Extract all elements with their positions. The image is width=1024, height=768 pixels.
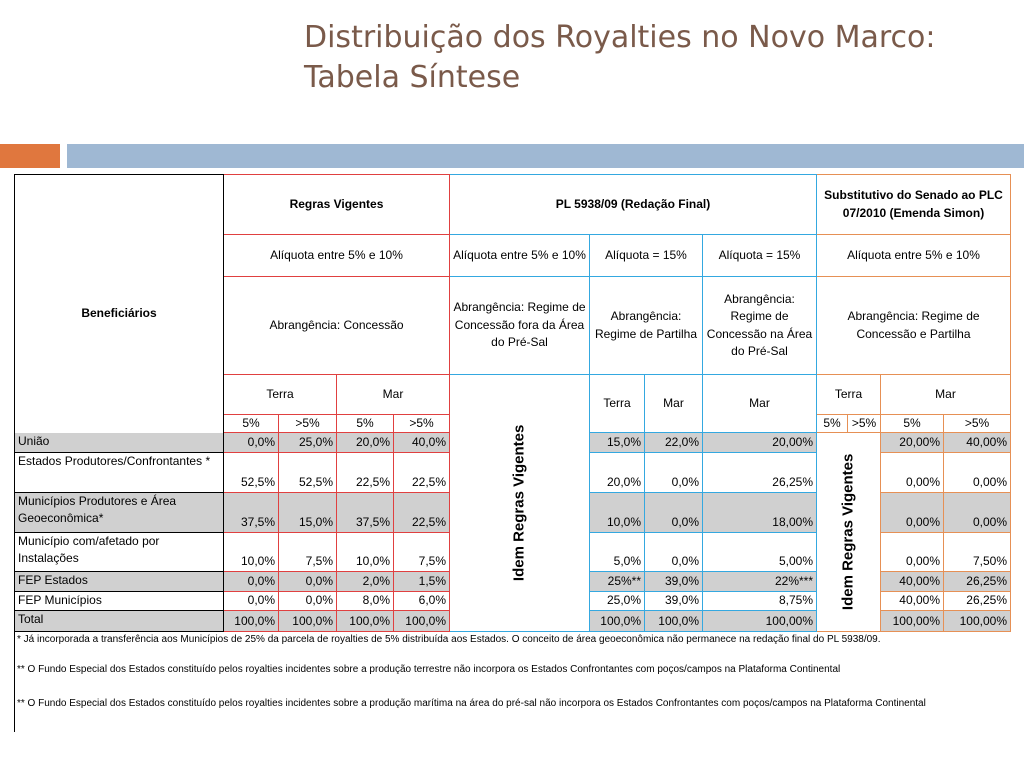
row-value: 15,0%	[590, 433, 645, 453]
slide-title	[304, 18, 1004, 98]
row-value: 18,00%	[703, 493, 817, 533]
row-value: 10,0%	[337, 533, 394, 572]
sub-terra-pct5: 5%	[817, 415, 848, 433]
row-value: 40,00%	[944, 433, 1011, 453]
row-value: 2,0%	[337, 572, 394, 592]
slide-title-line-2: Tabela Síntese	[304, 60, 521, 95]
row-value: 1,5%	[394, 572, 450, 592]
row-value: 0,0%	[279, 592, 337, 611]
row-value: 25%**	[590, 572, 645, 592]
row-value: 25,0%	[590, 592, 645, 611]
row-label: FEP Estados	[14, 572, 224, 592]
pl-concessao-idem-text: Idem Regras Vigentes	[510, 424, 528, 582]
row-value: 20,00%	[703, 433, 817, 453]
row-value: 22,5%	[394, 493, 450, 533]
row-value: 7,5%	[279, 533, 337, 572]
substitutivo-terra-idem	[817, 433, 881, 632]
row-value: 5,0%	[590, 533, 645, 572]
row-value: 0,0%	[224, 592, 279, 611]
row-label: Município com/afetado por Instalações	[14, 533, 224, 572]
sub-mar-pct_gt5: >5%	[944, 415, 1011, 433]
row-label: Municípios Produtores e Área Geoeconômica*	[14, 493, 224, 533]
row-value: 100,0%	[279, 611, 337, 632]
aliquota-pl-presal: Alíquota = 15%	[703, 235, 817, 277]
pl-mar-header: Mar	[645, 375, 703, 433]
footnotes	[14, 632, 1011, 732]
row-value: 0,0%	[279, 572, 337, 592]
row-value: 10,0%	[224, 533, 279, 572]
rv-mar-header: Mar	[337, 375, 450, 415]
row-value: 8,0%	[337, 592, 394, 611]
row-value: 0,00%	[944, 493, 1011, 533]
row-value: 22,0%	[645, 433, 703, 453]
footnote-3: ** O Fundo Especial dos Estados constituído pelos royalties incidentes sobre a produção marítima na área do pré-sal não incorpora os Estados Confrontantes com poços/campos na Plataforma Continental	[17, 698, 926, 709]
rv-mar-pct5: 5%	[337, 415, 394, 433]
group-substitutivo: Substitutivo do Senado ao PLC 07/2010 (Emenda Simon)	[817, 174, 1011, 235]
accent-bar-blue	[67, 144, 1024, 168]
abrangencia-rv: Abrangência: Concessão	[224, 277, 450, 375]
row-value: 100,00%	[944, 611, 1011, 632]
row-value: 0,00%	[881, 453, 944, 493]
row-label: Estados Produtores/Confrontantes *	[14, 453, 224, 493]
sub-mar-pct5: 5%	[881, 415, 944, 433]
abrangencia-pl-partilha: Abrangência: Regime de Partilha	[590, 277, 703, 375]
row-value: 52,5%	[279, 453, 337, 493]
row-value: 0,0%	[224, 433, 279, 453]
row-value: 7,5%	[394, 533, 450, 572]
substitutivo-terra-idem-text: Idem Regras Vigentes	[839, 453, 857, 611]
row-label: Total	[14, 611, 224, 632]
row-value: 37,5%	[337, 493, 394, 533]
row-value: 15,0%	[279, 493, 337, 533]
pl-presal-mar-header: Mar	[703, 375, 817, 433]
row-value: 20,0%	[590, 453, 645, 493]
row-label: União	[14, 433, 224, 453]
abrangencia-pl-presal: Abrangência: Regime de Concessão na Área do Pré-Sal	[703, 277, 817, 375]
row-value: 40,0%	[394, 433, 450, 453]
sub-mar-header: Mar	[881, 375, 1011, 415]
group-pl-5938: PL 5938/09 (Redação Final)	[450, 174, 817, 235]
row-value: 10,0%	[590, 493, 645, 533]
row-value: 100,0%	[337, 611, 394, 632]
accent-bar-orange	[0, 144, 60, 168]
row-value: 37,5%	[224, 493, 279, 533]
row-value: 0,0%	[645, 533, 703, 572]
row-value: 0,0%	[645, 493, 703, 533]
row-value: 0,00%	[881, 533, 944, 572]
row-value: 0,0%	[645, 453, 703, 493]
abrangencia-substitutivo: Abrangência: Regime de Concessão e Partilha	[817, 277, 1011, 375]
row-value: 8,75%	[703, 592, 817, 611]
footnote-2: ** O Fundo Especial dos Estados constituído pelos royalties incidentes sobre a produção terrestre não incorpora os Estados Confrontantes com poços/campos na Plataforma Continental	[17, 664, 841, 675]
aliquota-pl-concessao: Alíquota entre 5% e 10%	[450, 235, 590, 277]
row-value: 100,0%	[590, 611, 645, 632]
rv-terra-pct5: 5%	[224, 415, 279, 433]
slide-title-line-1: Distribuição dos Royalties no Novo Marco:	[304, 20, 936, 55]
row-value: 100,0%	[394, 611, 450, 632]
row-value: 26,25%	[944, 592, 1011, 611]
pl-terra-header: Terra	[590, 375, 645, 433]
row-value: 39,0%	[645, 592, 703, 611]
row-value: 40,00%	[881, 592, 944, 611]
row-value: 20,0%	[337, 433, 394, 453]
royalties-table	[14, 174, 1011, 632]
row-value: 25,0%	[279, 433, 337, 453]
row-value: 39,0%	[645, 572, 703, 592]
group-regras-vigentes: Regras Vigentes	[224, 174, 450, 235]
row-value: 40,00%	[881, 572, 944, 592]
rv-terra-header: Terra	[224, 375, 337, 415]
row-value: 100,00%	[703, 611, 817, 632]
row-value: 0,00%	[944, 453, 1011, 493]
aliquota-rv: Alíquota entre 5% e 10%	[224, 235, 450, 277]
aliquota-pl-partilha: Alíquota = 15%	[590, 235, 703, 277]
beneficiarios-header: Beneficiários	[14, 174, 224, 453]
pl-concessao-idem	[450, 375, 590, 632]
rv-mar-pct_gt5: >5%	[394, 415, 450, 433]
row-value: 100,0%	[224, 611, 279, 632]
sub-terra-header: Terra	[817, 375, 881, 415]
row-value: 26,25%	[703, 453, 817, 493]
row-value: 22,5%	[394, 453, 450, 493]
row-value: 52,5%	[224, 453, 279, 493]
footnote-1: * Já incorporada a transferência aos Municípios de 25% da parcela de royalties de 5% distribuída aos Estados. O conceito de área geoeconômica não permanece na redação final do PL 5938/09.	[17, 634, 881, 645]
row-label: FEP Municípios	[14, 592, 224, 611]
sub-terra-pct_gt5: >5%	[848, 415, 881, 433]
row-value: 0,00%	[881, 493, 944, 533]
row-value: 22,5%	[337, 453, 394, 493]
row-value: 6,0%	[394, 592, 450, 611]
aliquota-substitutivo: Alíquota entre 5% e 10%	[817, 235, 1011, 277]
row-value: 22%***	[703, 572, 817, 592]
row-value: 0,0%	[224, 572, 279, 592]
row-value: 7,50%	[944, 533, 1011, 572]
row-value: 26,25%	[944, 572, 1011, 592]
row-value: 100,0%	[645, 611, 703, 632]
row-value: 20,00%	[881, 433, 944, 453]
row-value: 5,00%	[703, 533, 817, 572]
abrangencia-pl-concessao: Abrangência: Regime de Concessão fora da Área do Pré-Sal	[450, 277, 590, 375]
rv-terra-pct_gt5: >5%	[279, 415, 337, 433]
row-value: 100,00%	[881, 611, 944, 632]
